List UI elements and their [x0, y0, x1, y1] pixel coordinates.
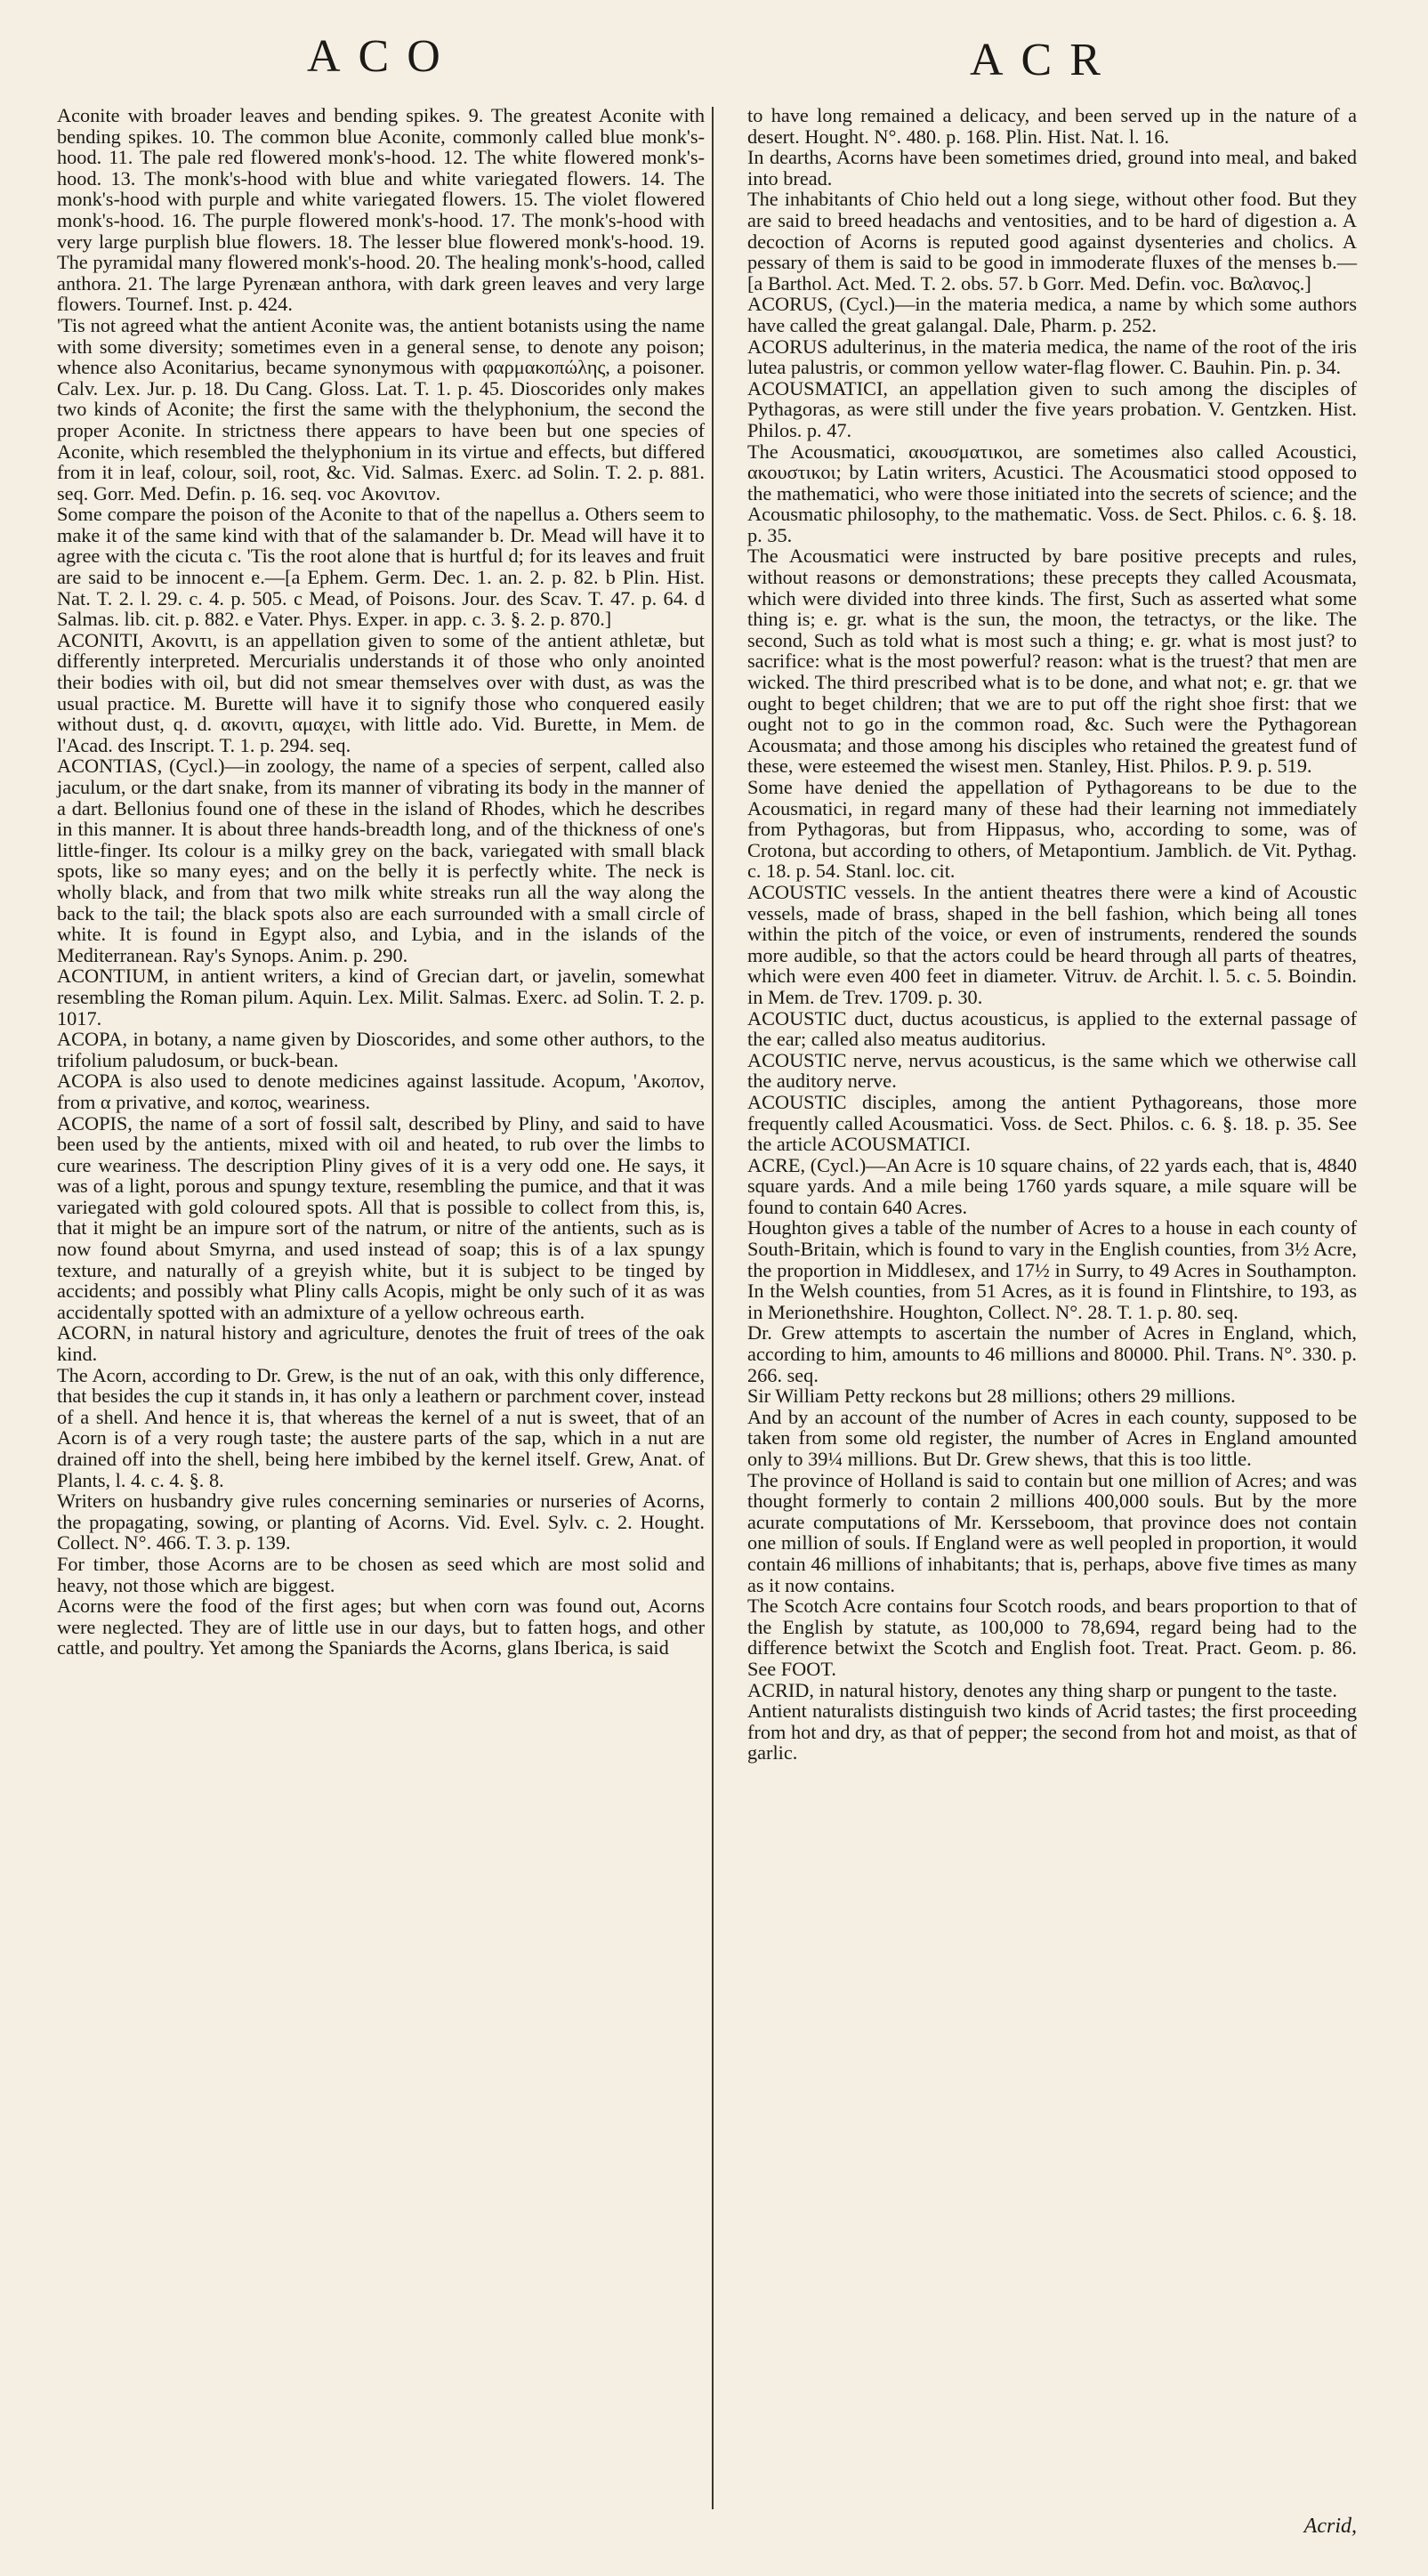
entry-paragraph: For timber, those Acorns are to be chosen as seed which are most solid and heavy, not those which are biggest.: [57, 1552, 705, 1596]
entry-paragraph: ACOPA is also used to denote medicines against lassitude. Acopum, 'Ακοπον, from α privative, and κοπος, weariness.: [57, 1070, 705, 1113]
entry-paragraph: to have long remained a delicacy, and been served up in the nature of a desert. Hought. N°. 480. p. 168. Plin. Hist. Nat. l. 16.: [747, 104, 1357, 148]
entry-paragraph: ACOUSTIC vessels. In the antient theatres there were a kind of Acoustic vessels, made of brass, shaped in the bell fashion, which being all tones within the pitch of the voice, or even of instruments, rendered the sounds more audible, so that the actors could be heard through all parts of theatres, which were even 400 feet in diameter. Vitruv. de Archit. l. 5. c. 5. Boindin. in Mem. de Trev. 1709. p. 30.: [747, 880, 1357, 1008]
entry-paragraph: ACONITI, Ακονιτι, is an appellation given to some of the antient athletæ, but differently interpreted. Mercurialis understands it of those who only anointed their bodies with oil, but did not smear themselves over with dust, as was the usual practice. M. Burette will have it to signify those who conquered easily without dust, q. d. ακονιτι, αμαχει, with little ado. Vid. Burette, in Mem. de l'Acad. des Inscript. T. 1. p. 294. seq.: [57, 628, 705, 756]
entry-paragraph: ACONTIUM, in antient writers, a kind of Grecian dart, or javelin, somewhat resembling the Roman pilum. Aquin. Lex. Milit. Salmas. Exerc. ad Solin. T. 2. p. 1017.: [57, 965, 705, 1030]
entry-paragraph: The Acorn, according to Dr. Grew, is the nut of an oak, with this only difference, that besides the cup it stands in, it has only a leathern or parchment cover, instead of a shell. And hence it is, that whereas the kernel of a nut is sweet, that of an Acorn is of a very rough taste; the austere parts of the sap, which in a nut are drained off into the shell, being here imbibed by the kernel itself. Grew, Anat. of Plants, l. 4. c. 4. §. 8.: [57, 1363, 705, 1491]
entry-paragraph: ACRE, (Cycl.)—An Acre is 10 square chains, of 22 yards each, that is, 4840 square yards. And a mile being 1760 yards square, a mile square will be found to contain 640 Acres.: [747, 1153, 1357, 1218]
entry-paragraph: Some compare the poison of the Aconite to that of the napellus a. Others seem to make it of the same kind with that of the salamander b. Dr. Mead will have it to agree with the cicuta c. 'Tis the root alone that is hurtful d; for its leaves and fruit are said to be innocent e.—[a Ephem. Germ. Dec. 1. an. 2. p. 82. b Plin. Hist. Nat. T. 2. l. 29. c. 4. p. 505. c Mead, of Poisons. Jour. des Scav. T. 47. p. 64. d Salmas. lib. cit. p. 882. e Vater. Phys. Exper. in app. c. 3. §. 2. p. 870.]: [57, 503, 705, 631]
entry-paragraph: ACOUSTIC duct, ductus acousticus, is applied to the external passage of the ear; called also meatus auditorius.: [747, 1006, 1357, 1051]
entry-paragraph: In dearths, Acorns have been sometimes dried, ground into meal, and baked into bread.: [747, 146, 1357, 190]
entry-paragraph: Houghton gives a table of the number of Acres to a house in each county of South-Britain, which is found to vary in the English counties, from 3½ Acre, the proportion in Middlesex, and 17½ in Surry, to 49 Acres in Southampton. In the Welsh counties, from 51 Acres, as it is found in Flintshire, to 193, as in Merionethshire. Houghton, Collect. N°. 28. T. 1. p. 80. seq.: [747, 1216, 1357, 1323]
entry-paragraph: Some have denied the appellation of Pythagoreans to be due to the Acousmatici, in regard many of these had their learning not immediately from Pythagoras, but from Hippasus, who, according to some, was of Crotona, but according to others, of Metapontium. Jamblich. de Vit. Pythag. c. 18. p. 54. Stanl. loc. cit.: [747, 776, 1357, 883]
entry-paragraph: Dr. Grew attempts to ascertain the number of Acres in England, which, according to him, amounts to 46 millions and 80000. Phil. Trans. N°. 330. p. 266. seq.: [747, 1321, 1357, 1386]
entry-paragraph: The Scotch Acre contains four Scotch roods, and bears proportion to that of the English by statute, as 100,000 to 78,694, regard being had to the difference betwixt the Scotch and English foot. Treat. Pract. Geom. p. 86. See FOOT.: [747, 1595, 1357, 1680]
entry-paragraph: ACOUSTIC disciples, among the antient Pythagoreans, those more frequently called Acousmatici. Voss. de Sect. Philos. c. 6. §. 18. p. 35. See the article ACOUSMATICI.: [747, 1090, 1357, 1156]
entry-paragraph: ACOPA, in botany, a name given by Dioscorides, and some other authors, to the trifolium paludosum, or buck-bean.: [57, 1028, 705, 1071]
entry-paragraph: ACOUSTIC nerve, nervus acousticus, is the same which we otherwise call the auditory nerve.: [747, 1048, 1357, 1093]
entry-paragraph: The province of Holland is said to contain but one million of Acres; and was thought formerly to contain 2 millions 400,000 souls. But by the more acurate computations of Mr. Kersseboom, that province does not contain one million of souls. If England were as well peopled in proportion, it would contain 46 millions of inhabitants; that is, perhaps, above five times as many as it now contains.: [747, 1468, 1357, 1596]
catchword: Acrid,: [1303, 2515, 1357, 2538]
entry-paragraph: ACONTIAS, (Cycl.)—in zoology, the name of a species of serpent, called also jaculum, or the dart snake, from its manner of vibrating its body in the manner of a dart. Bellonius found one of these in the island of Rhodes, which he describes in this manner. It is about three hands-breadth long, and of the thickness of one's little-finger. Its colour is a milky grey on the back, variegated with small black spots, like so many eyes; and on the belly it is perfectly white. The neck is wholly black, and from that two milk white streaks run all the way along the back to the tail; the black spots also are each surrounded with a small circle of white. It is found in Egypt also, and Lybia, and in the islands of the Mediterranean. Ray's Synops. Anim. p. 290.: [57, 755, 705, 966]
entry-paragraph: The Acousmatici were instructed by bare positive precepts and rules, without reasons or demonstrations; these precepts they called Acousmata, which were divided into three kinds. The first, Such as asserted what some thing is; e. gr. what is the sun, the moon, the tetractys, or the like. The second, Such as told what is most such a thing; e. gr. what is most just? to sacrifice: what is the most powerful? reason: what is the truest? that men are wicked. The third prescribed what is to be done, and what not; e. gr. that we ought to beget children; that we are to put off the right shoe first: that we ought not to go in the common road, &c. Such were the Pythagorean Acousmata; and those among his disciples who retained the greatest fund of these, were esteemed the wisest men. Stanley, Hist. Philos. P. 9. p. 519.: [747, 545, 1357, 778]
left-column: [57, 105, 705, 1659]
entry-paragraph: 'Tis not agreed what the antient Aconite was, the antient botanists using the name with some diversity; sometimes even in a general sense, to denote any poison; whence also Aconitarius, became synonymous with φαρμακοπώλης, a poisoner. Calv. Lex. Jur. p. 18. Du Cang. Gloss. Lat. T. 1. p. 45. Dioscorides only makes two kinds of Aconite; the first the same with the thelyphonium, the second the proper Aconite. In strictness there appears to have been but one species of Aconite, which resembled the thelyphonium in its virtue and effects, but differed from it in leaf, colour, soil, root, &c. Vid. Salmas. Exerc. ad Solin. T. 2. p. 881. seq. Gorr. Med. Defin. p. 16. seq. voc Ακονιτον.: [57, 313, 705, 505]
entry-paragraph: Sir William Petty reckons but 28 millions; others 29 millions.: [747, 1385, 1236, 1408]
entry-paragraph: Aconite with broader leaves and bending spikes. 9. The greatest Aconite with bending spikes. 10. The common blue Aconite, commonly called blue monk's-hood. 11. The pale red flowered monk's-hood. 12. The white flowered monk's-hood. 13. The monk's-hood with blue and white variegated flowers. 14. The monk's-hood with purple and white variegated flowers. 15. The violet flowered monk's-hood. 16. The purple flowered monk's-hood. 17. The monk's-hood with very large purplish blue flowers. 18. The lesser blue flowered monk's-hood. 19. The pyramidal many flowered monk's-hood. 20. The healing monk's-hood, called anthora. 21. The large Pyrenæan anthora, with dark green leaves and very large flowers. Tournef. Inst. p. 424.: [57, 104, 705, 316]
running-head-right: ACR: [970, 35, 1118, 85]
entry-paragraph: ACORUS adulterinus, in the materia medica, the name of the root of the iris lutea palustris, or common yellow water-flag flower. C. Bauhin. Pin. p. 34.: [747, 335, 1357, 379]
entry-paragraph: ACRID, in natural history, denotes any thing sharp or pungent to the taste.: [747, 1678, 1338, 1701]
entry-paragraph: The inhabitants of Chio held out a long siege, without other food. But they are said to breed headachs and ventosities, and to be hard of digestion a. A decoction of Acorns is reputed good against dysenteries and cholics. A pessary of them is said to be good in immoderate fluxes of the menses b.—[a Barthol. Act. Med. T. 2. obs. 57. b Gorr. Med. Defin. voc. Βαλανος.]: [747, 188, 1357, 295]
right-column: [747, 105, 1357, 1764]
entry-paragraph: ACORN, in natural history and agriculture, denotes the fruit of trees of the oak kind.: [57, 1321, 705, 1366]
entry-paragraph: ACORUS, (Cycl.)—in the materia medica, a name by which some authors have called the great galangal. Dale, Pharm. p. 252.: [747, 293, 1357, 336]
column-divider: [712, 107, 714, 2509]
running-head-left: ACO: [307, 31, 458, 82]
entry-paragraph: The Acousmatici, ακουσματικοι, are sometimes also called Acoustici, ακουστικοι; by Latin writers, Acustici. The Acousmatici stood opposed to the mathematici, who were those initiated into the secrets of science; and the Acousmatic philosophy, to the mathematic. Voss. de Sect. Philos. c. 6. §. 18. p. 35.: [747, 440, 1357, 546]
entry-paragraph: Acorns were the food of the first ages; but when corn was found out, Acorns were neglected. They are of little use in our days, but to fatten hogs, and other cattle, and poultry. Yet among the Spaniards the Acorns, glans Iberica, is said: [57, 1595, 705, 1659]
entry-paragraph: ACOUSMATICI, an appellation given to such among the disciples of Pythagoras, as were still under the five years probation. V. Gentzken. Hist. Philos. p. 47.: [747, 376, 1357, 441]
entry-paragraph: Antient naturalists distinguish two kinds of Acrid tastes; the first proceeding from hot and dry, as that of pepper; the second from hot and moist, as that of garlic.: [747, 1700, 1357, 1764]
entry-paragraph: And by an account of the number of Acres in each county, supposed to be taken from some old register, the number of Acres in England amounted only to 39¼ millions. But Dr. Grew shews, that this is too little.: [747, 1405, 1357, 1470]
entry-paragraph: ACOPIS, the name of a sort of fossil salt, described by Pliny, and said to have been used by the antients, mixed with oil and heated, to rub over the limbs to cure weariness. The description Pliny gives of it is a very odd one. He says, it was of a light, porous and spungy texture, resembling the pumice, and that it was variegated with gold coloured spots. All that is possible to collect from this, is, that it might be an impure sort of the natrum, or nitre of the antients, such as is now found about Smyrna, and used instead of soap; this is of a lax spungy texture, and naturally of a greyish white, but it is subject to be tinged by accidents; and possibly what Pliny calls Acopis, might be only such of it as was accidentally spotted with an admixture of a yellow ochreous earth.: [57, 1111, 705, 1323]
entry-paragraph: Writers on husbandry give rules concerning seminaries or nurseries of Acorns, the propagating, sowing, or planting of Acorns. Vid. Evel. Sylv. c. 2. Hought. Collect. N°. 466. T. 3. p. 139.: [57, 1490, 705, 1554]
